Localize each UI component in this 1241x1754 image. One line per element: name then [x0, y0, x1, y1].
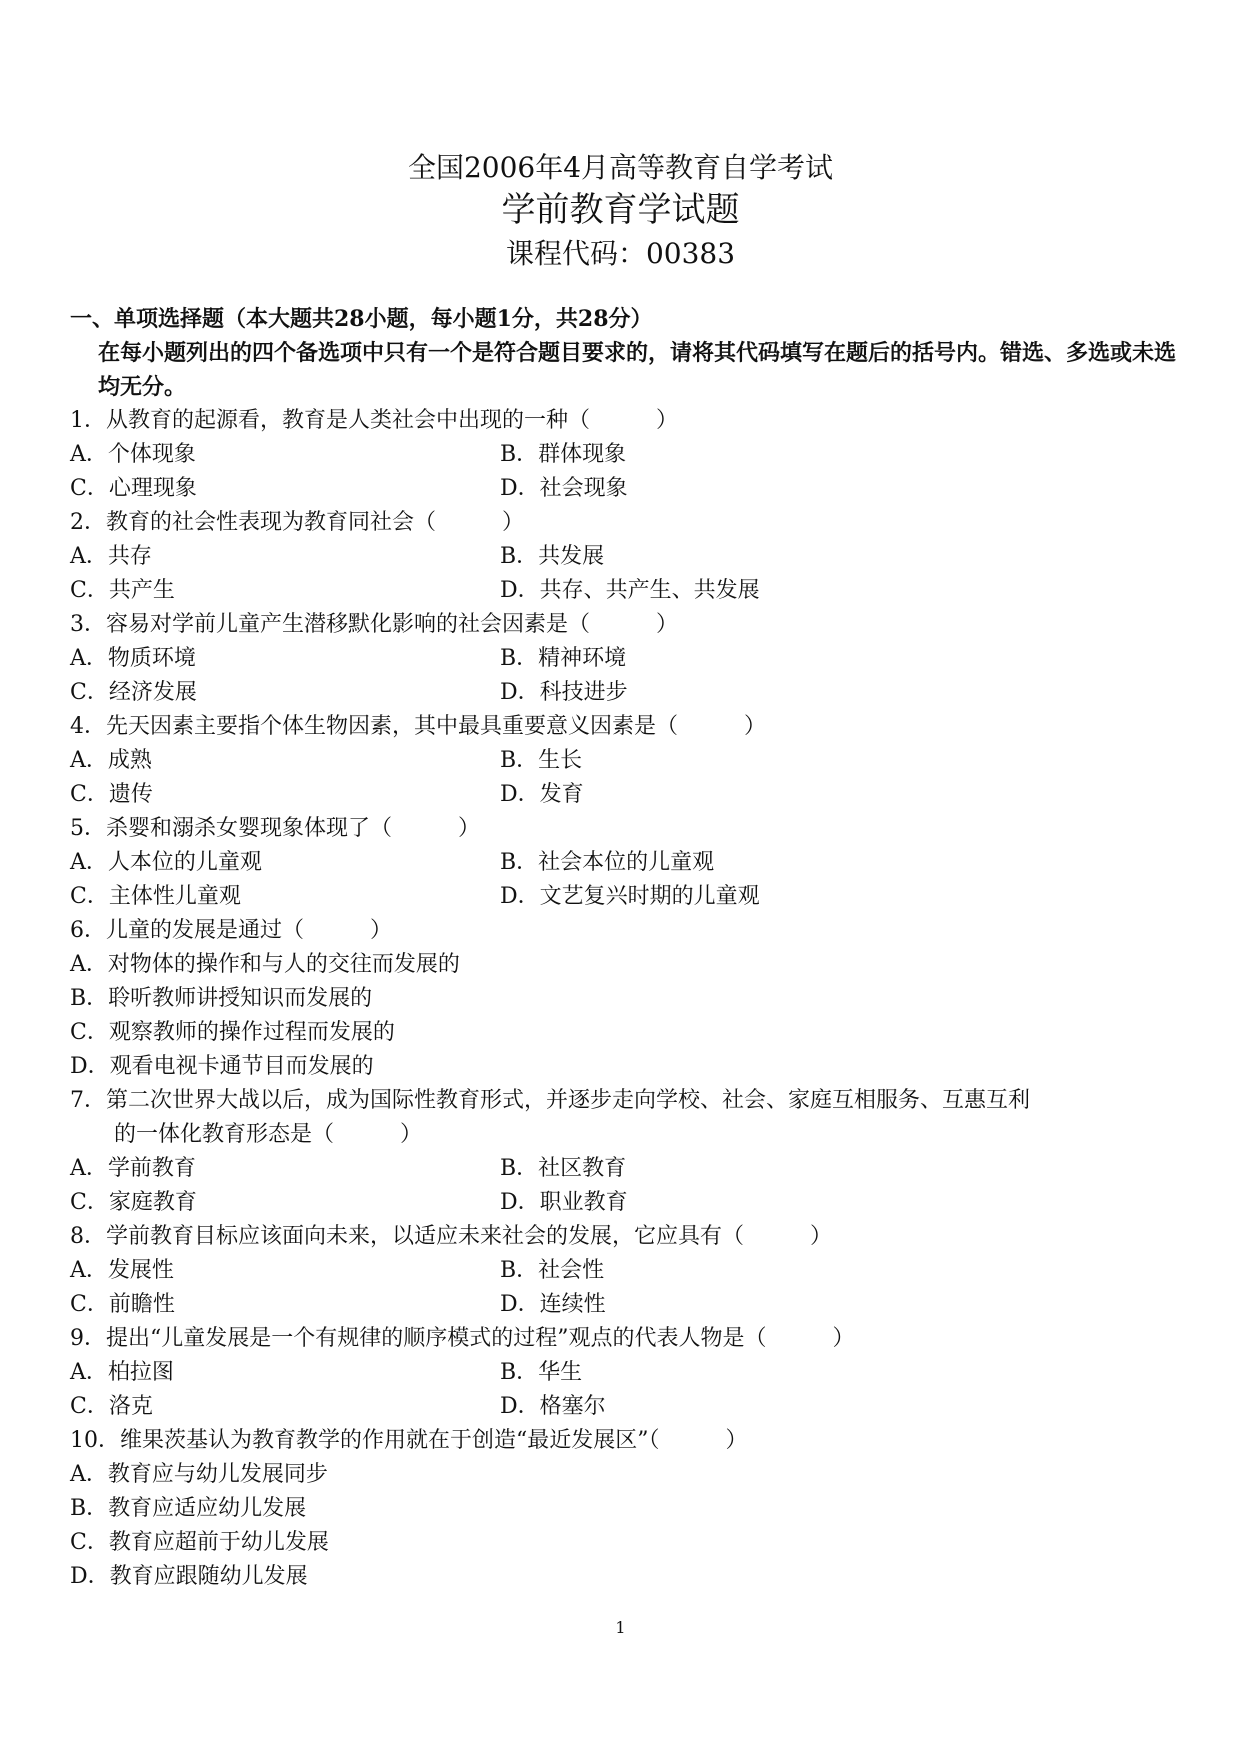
question-3 [70, 608, 1180, 710]
question-stem: 10．维果茨基认为教育教学的作用就在于创造“最近发展区”（ ） [70, 1428, 748, 1453]
option-row [70, 540, 1180, 574]
option-b: B．教育应适应幼儿发展 [70, 1496, 307, 1521]
option-a: A．成熟 [70, 748, 152, 773]
option-b: B．华生 [500, 1360, 583, 1385]
question-stem: 8．学前教育目标应该面向未来，以适应未来社会的发展，它应具有（ ） [70, 1224, 832, 1249]
option-a: A．教育应与幼儿发展同步 [70, 1462, 328, 1487]
option-c: C．经济发展 [70, 680, 197, 705]
option-b: B．群体现象 [500, 442, 627, 467]
question-5 [70, 812, 1180, 914]
option-row [70, 574, 1180, 608]
option-c: C．共产生 [70, 578, 175, 603]
question-4 [70, 710, 1180, 812]
option-a: A．柏拉图 [70, 1360, 174, 1385]
option-d: D．发育 [500, 782, 584, 807]
question-stem-continued: 的一体化教育形态是（ ） [114, 1122, 423, 1147]
option-c: C．前瞻性 [70, 1292, 175, 1317]
option-row [70, 676, 1180, 710]
question-stem: 5．杀婴和溺杀女婴现象体现了（ ） [70, 816, 480, 841]
question-stem: 1．从教育的起源看，教育是人类社会中出现的一种（ ） [70, 408, 678, 433]
option-row [70, 744, 1180, 778]
option-d: D．社会现象 [500, 476, 628, 501]
option-d: D．格塞尔 [500, 1394, 606, 1419]
option-b: B．社会本位的儿童观 [500, 850, 715, 875]
option-b: B．社会性 [500, 1258, 605, 1283]
option-d: D．教育应跟随幼儿发展 [70, 1564, 308, 1589]
option-a: A．共存 [70, 544, 152, 569]
option-a: A．发展性 [70, 1258, 174, 1283]
option-c: C．家庭教育 [70, 1190, 197, 1215]
exam-content [70, 302, 1180, 1594]
option-d: D．连续性 [500, 1292, 606, 1317]
option-a: A．个体现象 [70, 442, 196, 467]
option-row [70, 438, 1180, 472]
option-row [70, 1254, 1180, 1288]
question-2 [70, 506, 1180, 608]
option-row [70, 1186, 1180, 1220]
course-code: 课程代码：00383 [505, 237, 736, 270]
question-stem: 2．教育的社会性表现为教育同社会（ ） [70, 510, 524, 535]
option-d: D．共存、共产生、共发展 [500, 578, 760, 603]
option-a: A．物质环境 [70, 646, 196, 671]
question-stem: 3．容易对学前儿童产生潜移默化影响的社会因素是（ ） [70, 612, 678, 637]
option-row [70, 778, 1180, 812]
option-d: D．职业教育 [500, 1190, 628, 1215]
option-c: C．心理现象 [70, 476, 197, 501]
exam-title-line: 全国2006年4月高等教育自学考试 [407, 151, 834, 184]
option-d: D．科技进步 [500, 680, 628, 705]
option-row [70, 846, 1180, 880]
option-d: D．观看电视卡通节目而发展的 [70, 1054, 374, 1079]
option-c: C．洛克 [70, 1394, 153, 1419]
page-number: 1 [615, 1618, 626, 1637]
option-c: C．观察教师的操作过程而发展的 [70, 1020, 395, 1045]
question-stem: 9．提出“儿童发展是一个有规律的顺序模式的过程”观点的代表人物是（ ） [70, 1326, 855, 1351]
option-row [70, 1390, 1180, 1424]
option-c: C．主体性儿童观 [70, 884, 241, 909]
option-b: B．精神环境 [500, 646, 627, 671]
question-9 [70, 1322, 1180, 1424]
option-row [70, 1356, 1180, 1390]
option-b: B．生长 [500, 748, 583, 773]
question-stem: 4．先天因素主要指个体生物因素，其中最具重要意义因素是（ ） [70, 714, 766, 739]
option-a: A．对物体的操作和与人的交往而发展的 [70, 952, 460, 977]
option-row [70, 1152, 1180, 1186]
question-stem: 6．儿童的发展是通过（ ） [70, 918, 392, 943]
section-title: 一、单项选择题（本大题共28小题，每小题1分，共28分） [70, 306, 653, 332]
option-a: A．学前教育 [70, 1156, 196, 1181]
option-b: B．共发展 [500, 544, 605, 569]
option-a: A．人本位的儿童观 [70, 850, 262, 875]
section-instruction: 在每小题列出的四个备选项中只有一个是符合题目要求的，请将其代码填写在题后的括号内。错选、多选或未选均无分。 [98, 340, 1177, 400]
option-d: D．文艺复兴时期的儿童观 [500, 884, 760, 909]
option-c: C．遗传 [70, 782, 153, 807]
option-row [70, 880, 1180, 914]
question-stem: 7．第二次世界大战以后，成为国际性教育形式，并逐步走向学校、社会、家庭互相服务、互惠互利 [70, 1088, 1031, 1113]
option-b: B．聆听教师讲授知识而发展的 [70, 986, 373, 1011]
question-6 [70, 914, 1180, 1084]
option-row [70, 1288, 1180, 1322]
question-7 [70, 1084, 1180, 1220]
question-8 [70, 1220, 1180, 1322]
exam-header [0, 148, 1241, 276]
option-row [70, 642, 1180, 676]
option-row [70, 472, 1180, 506]
option-c: C．教育应超前于幼儿发展 [70, 1530, 329, 1555]
exam-subject-title: 学前教育学试题 [501, 190, 740, 230]
question-10 [70, 1424, 1180, 1594]
question-1 [70, 404, 1180, 506]
option-b: B．社区教育 [500, 1156, 627, 1181]
